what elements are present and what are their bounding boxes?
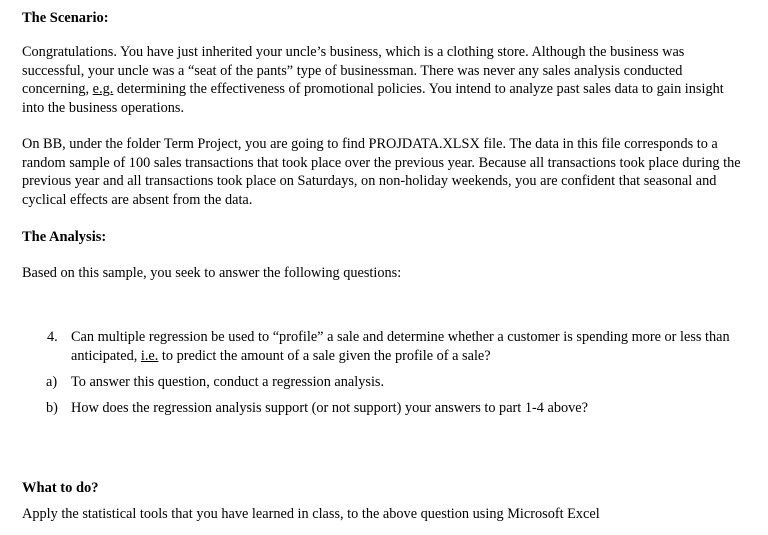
todo-text: Apply the statistical tools that you have learned in class, to the above question using Microsoft Excel xyxy=(22,506,600,522)
question-a-marker: a) xyxy=(46,374,58,390)
todo-heading: What to do? xyxy=(22,480,99,496)
scenario-p1-text-b: determining the effectiveness of promotional policies. You intend to analyze past sales data to gain insight into the business operations. xyxy=(22,81,724,116)
scenario-paragraph-1 xyxy=(22,43,742,117)
question-4-text-a: Can multiple regression be used to “profile” a sale and determine whether a customer is spending more or less than anticipated, xyxy=(71,329,730,364)
eg-abbrev: e.g. xyxy=(92,81,114,97)
analysis-intro: Based on this sample, you seek to answer the following questions: xyxy=(22,265,402,281)
question-4-text-b: to predict the amount of a sale given the profile of a sale? xyxy=(158,347,491,364)
question-4-marker: 4. xyxy=(47,329,58,345)
question-4 xyxy=(47,328,743,365)
scenario-paragraph-2: On BB, under the folder Term Project, you are going to find PROJDATA.XLSX file. The data in this file corresponds to a random sample of 100 sales transactions that took place over the previous year. Because all transactions took place during the previous year and all transactions took place on Saturdays, on non-holiday weekends, you are confident that seasonal and cyclical effects are absent from the data. xyxy=(22,136,741,208)
question-b xyxy=(46,399,743,418)
question-b-text: How does the regression analysis support (or not support) your answers to part 1-4 above? xyxy=(71,400,588,416)
scenario-heading: The Scenario: xyxy=(22,10,109,26)
analysis-heading: The Analysis: xyxy=(22,229,107,245)
question-a xyxy=(46,373,743,392)
ie-abbrev: i.e. xyxy=(140,347,159,364)
scenario-p1-text-a: Congratulations. You have just inherited your uncle’s business, which is a clothing store. Although the business was successful, your uncle was a “seat of the pants” type of businessman. There was never any sales analysis conducted concerning, xyxy=(22,44,685,97)
question-b-marker: b) xyxy=(46,400,58,416)
question-a-text: To answer this question, conduct a regression analysis. xyxy=(71,374,385,390)
